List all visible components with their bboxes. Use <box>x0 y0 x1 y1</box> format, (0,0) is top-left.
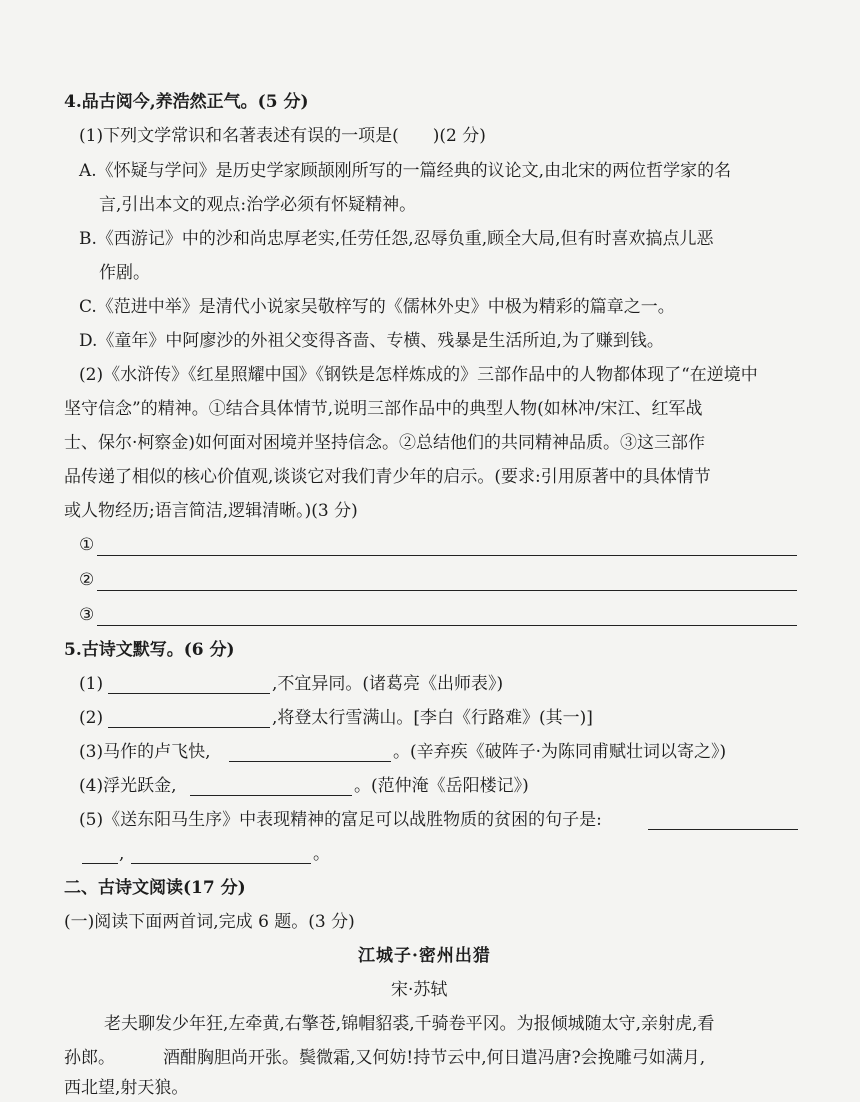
q4-option-b-line1: B.《西游记》中的沙和尚忠厚老实,任劳任怨,忍辱负重,顾全大局,但有时喜欢搞点儿恶 <box>79 229 714 249</box>
answer-line-2[interactable] <box>97 590 797 591</box>
q5-item2-text: ,将登太行雪满山。[李白《行路难》(其一)] <box>272 708 593 728</box>
q4-sub1-stem: (1)下列文学常识和名著表述有误的一项是( )(2 分) <box>79 126 486 146</box>
q5-item3-text: (3)马作的卢飞快, <box>79 742 211 762</box>
q4-sub2-line3: 士、保尔·柯察金)如何面对困境并坚持信念。②总结他们的共同精神品质。③这三部作 <box>64 433 706 453</box>
poem-author: 宋·苏轼 <box>391 980 448 1000</box>
answer-mark-2: ② <box>79 570 95 590</box>
q4-option-a-line1: A.《怀疑与学问》是历史学家顾颉刚所写的一篇经典的议论文,由北宋的两位哲学家的名 <box>79 161 732 181</box>
q4-option-d: D.《童年》中阿廖沙的外祖父变得吝啬、专横、残暴是生活所迫,为了赚到钱。 <box>79 331 664 351</box>
poem-line-3: 西北望,射天狼。 <box>64 1078 189 1098</box>
answer-line-3[interactable] <box>97 625 797 626</box>
q5-item5-text: (5)《送东阳马生序》中表现精神的富足可以战胜物质的贫困的句子是: <box>79 810 602 830</box>
q4-option-a-line2: 言,引出本文的观点:治学必须有怀疑精神。 <box>99 195 417 215</box>
q5-item2-number: (2) <box>79 708 104 728</box>
poem-line-2a: 孙郎。 <box>64 1048 115 1068</box>
q5-item2-blank[interactable] <box>108 727 270 728</box>
q5-heading: 5.古诗文默写。(6 分) <box>64 640 235 660</box>
q5-item5-end: 。 <box>313 844 330 864</box>
q5-item1-blank[interactable] <box>108 693 270 694</box>
q5-item5-comma: , <box>119 844 125 864</box>
answer-mark-3: ③ <box>79 605 95 625</box>
q5-item3-blank[interactable] <box>229 761 391 762</box>
q5-item1-number: (1) <box>79 674 104 694</box>
q4-option-b-line2: 作剧。 <box>99 263 150 283</box>
q5-item5-blank-1[interactable] <box>648 829 798 830</box>
poem-line-2b: 酒酣胸胆尚开张。鬓微霜,又何妨!持节云中,何日遣冯唐?会挽雕弓如满月, <box>163 1048 706 1068</box>
q4-option-c: C.《范进中举》是清代小说家吴敬梓写的《儒林外史》中极为精彩的篇章之一。 <box>79 297 675 317</box>
q4-sub2-line5: 或人物经历;语言简洁,逻辑清晰。)(3 分) <box>64 501 358 521</box>
q5-item3-source: 。(辛弃疾《破阵子·为陈同甫赋壮词以寄之》) <box>393 742 727 762</box>
section2-heading: 二、古诗文阅读(17 分) <box>64 878 246 898</box>
q4-sub2-line2: 坚守信念”的精神。①结合具体情节,说明三部作品中的典型人物(如林冲/宋江、红军战 <box>64 399 703 419</box>
q5-item4-blank[interactable] <box>190 795 352 796</box>
q5-item4-source: 。(范仲淹《岳阳楼记》) <box>354 776 529 796</box>
q4-sub2-line4: 品传递了相似的核心价值观,谈谈它对我们青少年的启示。(要求:引用原著中的具体情节 <box>64 467 711 487</box>
q5-item1-text: ,不宜异同。(诸葛亮《出师表》) <box>272 674 504 694</box>
section2-subheading: (一)阅读下面两首词,完成 6 题。(3 分) <box>64 912 355 932</box>
q5-item5-blank-3[interactable] <box>131 863 311 864</box>
poem-title: 江城子·密州出猎 <box>358 946 491 966</box>
poem-line-1: 老夫聊发少年狂,左牵黄,右擎苍,锦帽貂裘,千骑卷平冈。为报倾城随太守,亲射虎,看 <box>104 1014 715 1034</box>
q4-heading: 4.品古阅今,养浩然正气。(5 分) <box>64 92 309 112</box>
q4-sub2-line1: (2)《水浒传》《红星照耀中国》《钢铁是怎样炼成的》三部作品中的人物都体现了“在逆境中 <box>79 365 758 385</box>
q5-item4-text: (4)浮光跃金, <box>79 776 177 796</box>
answer-mark-1: ① <box>79 535 95 555</box>
q5-item5-blank-2[interactable] <box>82 863 118 864</box>
answer-line-1[interactable] <box>97 555 797 556</box>
